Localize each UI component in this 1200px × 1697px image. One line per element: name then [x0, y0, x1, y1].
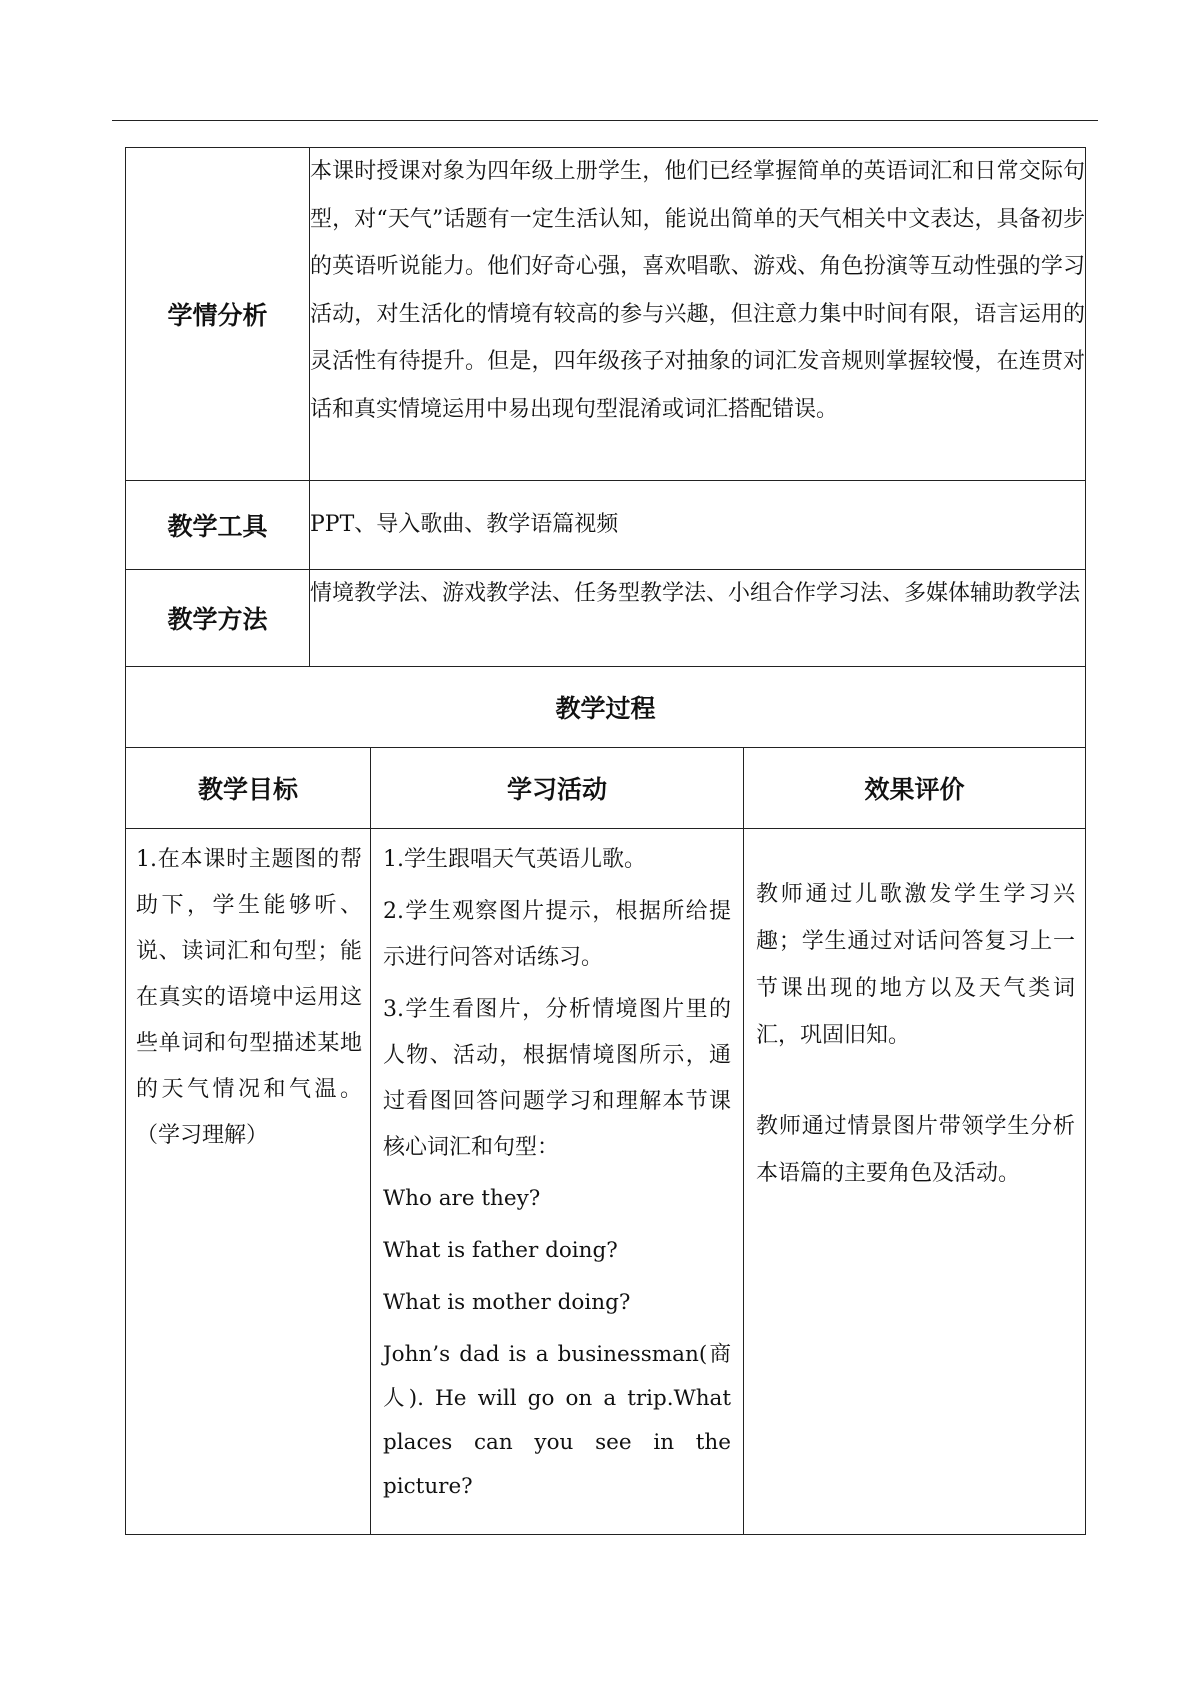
activity-item: 3.学生看图片，分析情境图片里的人物、活动，根据情境图所示，通过看图回答问题学习和理解本节课核心词汇和句型： [383, 997, 731, 1160]
evaluation-cell [744, 829, 1086, 1535]
analysis-label: 学情分析 [126, 148, 310, 481]
header-rule [112, 120, 1098, 121]
process-header-row [126, 748, 1086, 829]
process-title: 教学过程 [126, 667, 1086, 748]
lesson-plan-table [125, 147, 1086, 1535]
evaluation-item: 教师通过情景图片带领学生分析本语篇的主要角色及活动。 [756, 1114, 1076, 1186]
activity-question: Who are they? [383, 1186, 541, 1211]
activity-question: What is mother doing? [383, 1290, 631, 1315]
tools-label: 教学工具 [126, 481, 310, 570]
analysis-text: 本课时授课对象为四年级上册学生，他们已经掌握简单的英语词汇和日常交际句型，对“天气”话题有一定生活认知，能说出简单的天气相关中文表达，具备初步的英语听说能力。他们好奇心强，喜欢唱歌、游戏、角色扮演等互动性强的学习活动，对生活化的情境有较高的参与兴趣，但注意力集中时间有限，语言运用的灵活性有待提升。但是，四年级孩子对抽象的词汇发音规则掌握较慢，在连贯对话和真实情境运用中易出现句型混淆或词汇搭配错误。 [310, 148, 1086, 481]
goal-cell [126, 829, 371, 1535]
activity-question: What is father doing? [383, 1238, 618, 1263]
activities-list [371, 829, 743, 1509]
activities-cell [371, 829, 744, 1535]
evaluation-item: 教师通过儿歌激发学生学习兴趣；学生通过对话问答复习上一节课出现的地方以及天气类词汇，巩固旧知。 [756, 882, 1076, 1048]
activity-item: 2.学生观察图片提示，根据所给提示进行问答对话练习。 [383, 899, 731, 970]
process-content-row [126, 829, 1086, 1535]
tools-row [126, 481, 1086, 570]
methods-row [126, 570, 1086, 667]
activity-item: 1.学生跟唱天气英语儿歌。 [383, 847, 646, 872]
column-header-activities: 学习活动 [371, 748, 744, 829]
analysis-row [126, 148, 1086, 481]
tools-text: PPT、导入歌曲、教学语篇视频 [310, 481, 1086, 570]
goal-text: 1.在本课时主题图的帮助下，学生能够听、说、读词汇和句型；能在真实的语境中运用这些单词和句型描述某地的天气情况和气温。（学习理解） [136, 847, 362, 1148]
activity-question: John’s dad is a businessman(商人). He will go on a trip.What places can you see in the picture? [383, 1342, 731, 1499]
column-header-evaluation: 效果评价 [744, 748, 1086, 829]
methods-text: 情境教学法、游戏教学法、任务型教学法、小组合作学习法、多媒体辅助教学法 [310, 570, 1086, 667]
methods-label: 教学方法 [126, 570, 310, 667]
column-header-goals: 教学目标 [126, 748, 371, 829]
process-title-row [126, 667, 1086, 748]
evaluation-list [744, 829, 1085, 1197]
